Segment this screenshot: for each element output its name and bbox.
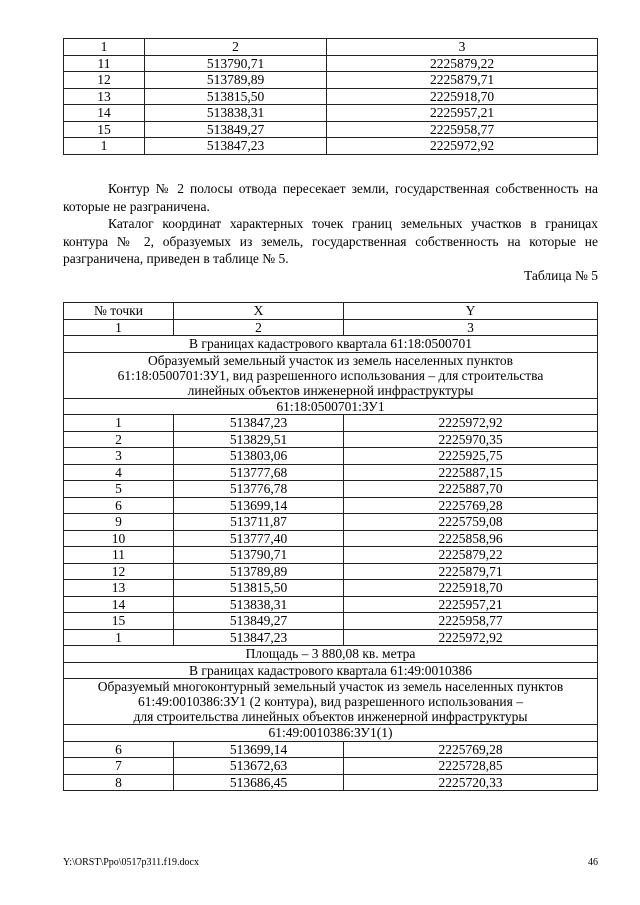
table-cell: Y xyxy=(344,303,598,320)
table-cell: 2225958,77 xyxy=(327,121,598,138)
table-cell: 2225957,21 xyxy=(327,105,598,122)
table-cell: 9 xyxy=(64,514,174,531)
table-row xyxy=(64,741,598,758)
table-row xyxy=(64,415,598,432)
table-row xyxy=(64,596,598,613)
table-cell: 13 xyxy=(64,88,145,105)
table-cell: 12 xyxy=(64,563,174,580)
table-row xyxy=(64,613,598,630)
table-cell: 513789,89 xyxy=(174,563,344,580)
table-cell: 11 xyxy=(64,547,174,564)
paragraph-catalog: Каталог координат характерных точек границ земельных участков в границах контура № 2, образуемых из земель, государственная собственность на которые не разграничена, приведен в таблице № 5. xyxy=(63,216,598,266)
quarter-heading: В границах кадастрового квартала 61:49:0010386 xyxy=(64,662,598,679)
area-total: Площадь – 3 880,08 кв. метра xyxy=(64,646,598,663)
table-row xyxy=(64,72,598,89)
table-cell: 2 xyxy=(64,431,174,448)
table-cell: 513699,14 xyxy=(174,497,344,514)
table-cell: 2225970,35 xyxy=(344,431,598,448)
table-row xyxy=(64,55,598,72)
table-cell: 14 xyxy=(64,596,174,613)
table-cell: 2225759,08 xyxy=(344,514,598,531)
table-row xyxy=(64,105,598,122)
parcel-description-line: 61:18:0500701:ЗУ1, вид разрешенного использования – для строительства xyxy=(117,367,544,383)
table-cell: 513776,78 xyxy=(174,481,344,498)
table-cell: 8 xyxy=(64,774,174,791)
table-cell: 513711,87 xyxy=(174,514,344,531)
parcel-description-line: Образуемый многоконтурный земельный участок из земель населенных пунктов xyxy=(97,679,564,694)
parcel-description-line: для строительства линейных объектов инженерной инфраструктуры xyxy=(133,709,528,724)
table-cell: 7 xyxy=(64,758,174,775)
table-cell: 6 xyxy=(64,497,174,514)
area-total-row xyxy=(64,646,598,663)
parcel-description-row xyxy=(64,679,598,725)
table-cell: 513838,31 xyxy=(174,596,344,613)
table-cell: 2225958,77 xyxy=(344,613,598,630)
table-row xyxy=(64,481,598,498)
table-cell: 2225879,71 xyxy=(327,72,598,89)
table-cell: 4 xyxy=(64,464,174,481)
table-cell: 513847,23 xyxy=(145,138,327,155)
quarter-heading-row xyxy=(64,336,598,353)
footer-file-path: Y:\ORST\Ppo\0517p311.f19.docx xyxy=(63,857,199,868)
table-cell: 513815,50 xyxy=(145,88,327,105)
table-cell: 14 xyxy=(64,105,145,122)
table-cell: 2225918,70 xyxy=(344,580,598,597)
table-cell: 2225879,71 xyxy=(344,563,598,580)
table-cell: № точки xyxy=(64,303,174,320)
parcel-description-line: Образуемый земельный участок из земель населенных пунктов xyxy=(148,352,513,368)
table-cell: 11 xyxy=(64,55,145,72)
table-row xyxy=(64,514,598,531)
table-cell: 2225972,92 xyxy=(327,138,598,155)
table-5 xyxy=(63,302,598,791)
table-row xyxy=(64,774,598,791)
table-cell: 513847,23 xyxy=(174,415,344,432)
table-cell: 513849,27 xyxy=(174,613,344,630)
table-cell: 513777,68 xyxy=(174,464,344,481)
table-row xyxy=(64,629,598,646)
table-row xyxy=(64,448,598,465)
table-row xyxy=(64,497,598,514)
table-cell: 513815,50 xyxy=(174,580,344,597)
table-cell: 12 xyxy=(64,72,145,89)
table-row xyxy=(64,530,598,547)
table-caption: Таблица № 5 xyxy=(524,268,598,283)
table-cell: 513838,31 xyxy=(145,105,327,122)
table-row xyxy=(64,547,598,564)
table-cell: 2 xyxy=(174,319,344,336)
table-row xyxy=(64,431,598,448)
table-cell: 513829,51 xyxy=(174,431,344,448)
table-row xyxy=(64,138,598,155)
table-cell: 513847,23 xyxy=(174,629,344,646)
parcel-description-line: 61:49:0010386:ЗУ1 (2 контура), вид разрешенного использования – xyxy=(138,694,523,709)
table-row xyxy=(64,580,598,597)
table-cell: 513849,27 xyxy=(145,121,327,138)
table-cell: 513699,14 xyxy=(174,741,344,758)
table-cell: 2225918,70 xyxy=(327,88,598,105)
table-cell: 1 xyxy=(64,629,174,646)
column-number-row xyxy=(64,39,598,56)
table-cell: 15 xyxy=(64,613,174,630)
table-cell: 1 xyxy=(64,415,174,432)
table-cell: 2225769,28 xyxy=(344,741,598,758)
table-cell: 2225769,28 xyxy=(344,497,598,514)
table-row xyxy=(64,563,598,580)
table-cell: 6 xyxy=(64,741,174,758)
column-number-row xyxy=(64,319,598,336)
quarter-heading-row xyxy=(64,662,598,679)
table-cell: 513777,40 xyxy=(174,530,344,547)
table-cell: 2225720,33 xyxy=(344,774,598,791)
table-cell: 2225858,96 xyxy=(344,530,598,547)
table-cell: 513803,06 xyxy=(174,448,344,465)
table-cell: X xyxy=(174,303,344,320)
coordinates-table-continued xyxy=(63,38,598,155)
table-cell: 3 xyxy=(344,319,598,336)
table-cell: 1 xyxy=(64,138,145,155)
table-cell: 2225925,75 xyxy=(344,448,598,465)
table-cell: 15 xyxy=(64,121,145,138)
table-cell: 2225887,15 xyxy=(344,464,598,481)
table-cell: 10 xyxy=(64,530,174,547)
table-cell: 13 xyxy=(64,580,174,597)
table-cell: 5 xyxy=(64,481,174,498)
table-cell: 513789,89 xyxy=(145,72,327,89)
parcel-number: 61:49:0010386:ЗУ1(1) xyxy=(64,725,598,742)
table-cell: 2 xyxy=(145,39,327,56)
table-cell: 513672,63 xyxy=(174,758,344,775)
table-cell: 2225887,70 xyxy=(344,481,598,498)
page-number: 46 xyxy=(588,857,598,868)
table-cell: 2225728,85 xyxy=(344,758,598,775)
quarter-heading: В границах кадастрового квартала 61:18:0500701 xyxy=(64,336,598,353)
table-cell: 513790,71 xyxy=(145,55,327,72)
table-cell: 2225957,21 xyxy=(344,596,598,613)
table-row xyxy=(64,88,598,105)
table-cell: 2225972,92 xyxy=(344,415,598,432)
paragraph-contour: Контур № 2 полосы отвода пересекает земли, государственная собственность на которые не разграничена. xyxy=(63,181,598,214)
table-cell: 2225972,92 xyxy=(344,629,598,646)
table-cell: 2225879,22 xyxy=(327,55,598,72)
table-cell: 3 xyxy=(327,39,598,56)
table-cell: 1 xyxy=(64,39,145,56)
table-cell: 513790,71 xyxy=(174,547,344,564)
table-cell: 3 xyxy=(64,448,174,465)
table-cell: 513686,45 xyxy=(174,774,344,791)
table-cell: 2225879,22 xyxy=(344,547,598,564)
parcel-number-row xyxy=(64,398,598,415)
parcel-description-line: линейных объектов инженерной инфраструктуры xyxy=(187,382,474,398)
parcel-description-row xyxy=(64,352,598,398)
table-row xyxy=(64,758,598,775)
table-row xyxy=(64,121,598,138)
column-header-row xyxy=(64,303,598,320)
parcel-number-row xyxy=(64,725,598,742)
table-cell: 1 xyxy=(64,319,174,336)
parcel-number: 61:18:0500701:ЗУ1 xyxy=(64,398,598,415)
table-row xyxy=(64,464,598,481)
parcel-description xyxy=(64,352,598,398)
parcel-description xyxy=(64,679,598,725)
